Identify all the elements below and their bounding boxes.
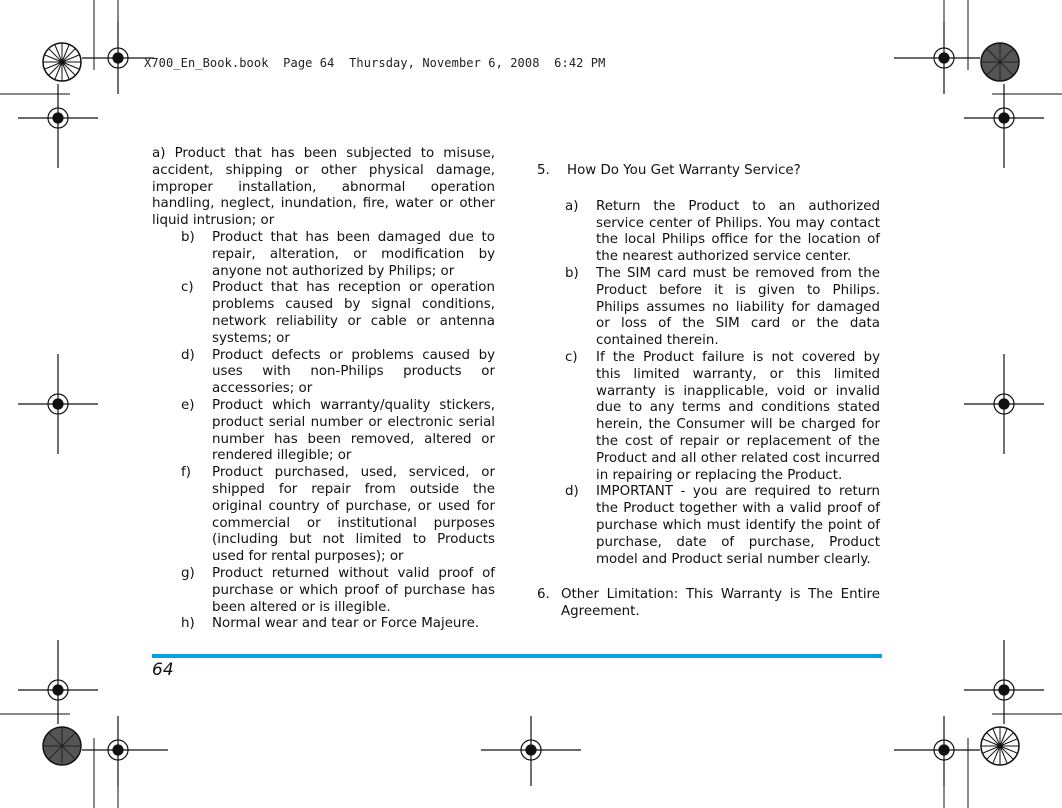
registration-target-icon [964, 354, 1044, 454]
item-label: c) [181, 280, 194, 296]
star-target-icon [43, 727, 81, 765]
item-text: Return the Product to an authorized service center of Philips. You may contact the local Philips office for the location of the nearest authorized service center. [596, 198, 880, 265]
star-target-icon [981, 727, 1019, 765]
item-text: Product purchased, used, serviced, or shipped for repair from outside the original country of purchase, or used for commercial or institutional purposes (including but not limited to Products used for rental purposes); or [212, 465, 495, 565]
list-item [152, 348, 495, 398]
item-label: g) [181, 565, 195, 581]
section-heading [537, 163, 880, 180]
item-text: IMPORTANT - you are required to return the Product together with a valid proof of purchase which must identify the point of purchase, date of purchase, Product model and Product serial number clearly. [596, 484, 880, 567]
list-item [537, 266, 880, 350]
section-number: 6. [537, 587, 550, 603]
footer-rule [152, 654, 882, 658]
registration-target-icon [964, 640, 1044, 724]
star-target-icon [43, 43, 81, 81]
list-item [152, 566, 495, 616]
item-text: Product that has reception or operation problems caused by signal conditions, network reliability or cable or antenna systems; or [212, 280, 495, 346]
item-label: d) [565, 484, 579, 500]
exclusion-a: a) Product that has been subjected to misuse, accident, shipping or other physical damage, improper installation, abnormal operation handling, neglect, inundation, fire, water or other liquid intrusion; or [152, 146, 495, 229]
item-text: Product defects or problems caused by uses with non-Philips products or accessories; or [212, 347, 495, 397]
section-text: Other Limitation: This Warranty is The Entire Agreement. [561, 587, 880, 620]
page-number: 64 [152, 660, 174, 680]
registration-target-icon [18, 84, 98, 168]
section-title: How Do You Get Warranty Service? [567, 163, 801, 178]
item-text: If the Product failure is not covered by this limited warranty, or this limited warranty is inapplicable, void or invalid due to any terms and conditions stated herein, the Consumer will be charged for the cost of repair or replacement of the Product and all other related cost incurred in repairing or replacing the Product. [596, 349, 880, 483]
item-label: b) [181, 229, 195, 245]
item-label: b) [565, 265, 579, 281]
registration-target-icon [18, 640, 98, 724]
list-item [152, 280, 495, 347]
section-6 [537, 587, 880, 621]
item-text: Product returned without valid proof of purchase or which proof of purchase has been altered or is illegible. [212, 565, 495, 615]
list-item [152, 616, 495, 633]
list-item [152, 398, 495, 465]
item-label: f) [181, 465, 191, 481]
registration-target-icon [894, 22, 980, 94]
right-column [537, 163, 880, 621]
section-number: 5. [537, 163, 550, 178]
item-text: The SIM card must be removed from the Product before it is given to Philips. Philips assumes no liability for damaged or loss of the SIM card or the data contained therein. [596, 265, 880, 349]
item-label: e) [181, 397, 195, 413]
item-label: h) [181, 616, 195, 632]
star-target-icon [981, 43, 1019, 81]
registration-target-icon [894, 716, 980, 786]
list-item [537, 484, 880, 568]
item-label: d) [181, 347, 195, 363]
registration-target-icon [964, 84, 1044, 168]
registration-target-icon [18, 354, 98, 454]
list-item [537, 350, 880, 484]
registration-target-icon [82, 716, 168, 786]
item-label: a) [565, 198, 579, 214]
print-header: X700_En_Book.book Page 64 Thursday, November 6, 2008 6:42 PM [144, 56, 606, 70]
list-item [152, 465, 495, 566]
list-item [537, 199, 880, 266]
item-text: Product which warranty/quality stickers, product serial number or electronic serial number has been removed, altered or rendered illegible; or [212, 397, 495, 464]
item-text: Product that has been damaged due to repair, alteration, or modification by anyone not authorized by Philips; or [212, 229, 495, 279]
list-item [152, 230, 495, 280]
registration-target-icon [481, 716, 581, 786]
item-label: c) [565, 349, 578, 365]
item-text: Normal wear and tear or Force Majeure. [212, 616, 480, 632]
left-column [152, 146, 495, 633]
